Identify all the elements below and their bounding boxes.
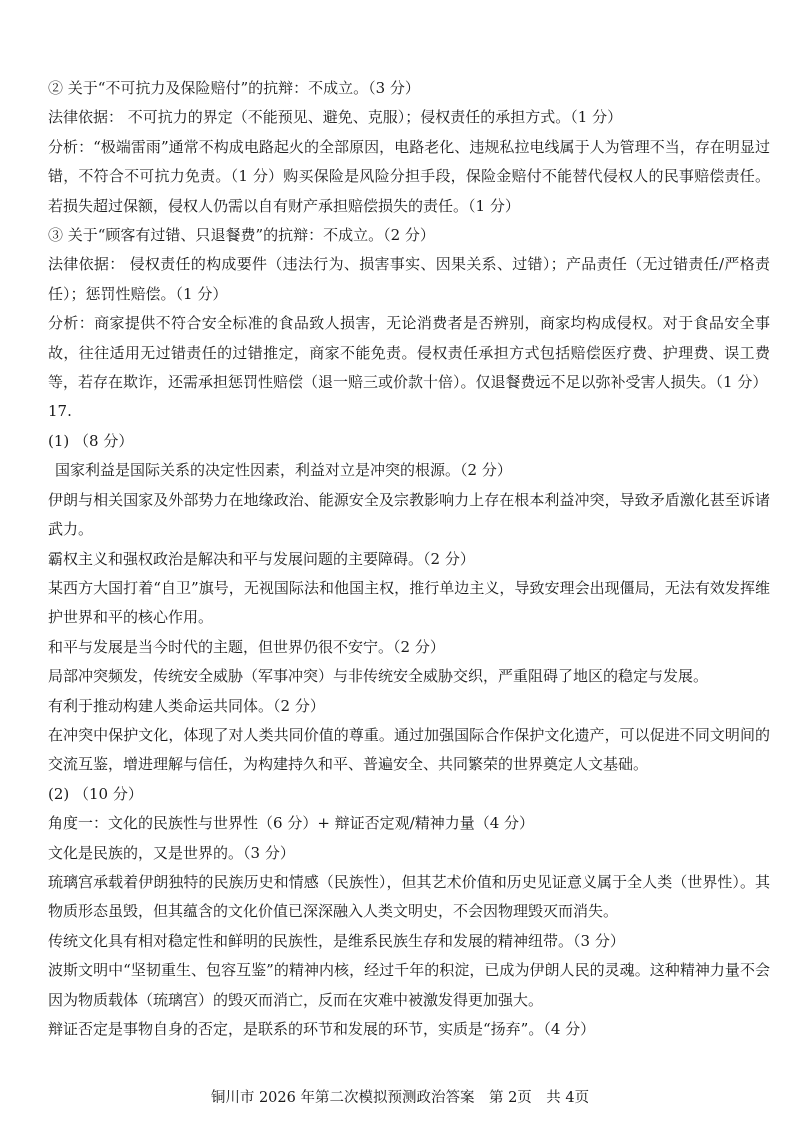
analysis-paragraph: 分析：商家提供不符合安全标准的食品致人损害，无论消费者是否辨别，商家均构成侵权。对于食品安全事故，往往适用无过错责任的过错推定，商家不能免责。侵权责任承担方式包括赔偿医疗费、护理费、误工费等，若存在欺诈，还需承担惩罚性赔偿（退一赔三或价款十倍）。仅退餐费远不足以弥补受害人损失。（1 分）	[48, 314, 770, 392]
answer-point: 霸权主义和强权政治是解决和平与发展问题的主要障碍。（2 分）	[48, 549, 475, 568]
answer-point: 有利于推动构建人类命运共同体。（2 分）	[48, 696, 325, 715]
analysis-paragraph: 分析：“极端雷雨”通常不构成电路起火的全部原因，电路老化、违规私拉电线属于人为管理不当，存在明显过错，不符合不可抗力免责。（1 分）购买保险是风险分担手段，保险金赔付不能替代侵权人的民事赔偿责任。若损失超过保额，侵权人仍需以自有财产承担赔偿损失的责任。（1 分）	[48, 137, 770, 215]
answer-explanation: 在冲突中保护文化，体现了对人类共同价值的尊重。通过加强国际合作保护文化遗产，可以促进不同文明间的交流互鉴，增进理解与信任，为构建持久和平、普遍安全、共同繁荣的世界奠定人文基础。	[48, 725, 770, 774]
sub-question-heading: (1) （8 分）	[48, 431, 134, 450]
answer-page-body	[48, 74, 770, 1044]
answer-explanation: 局部冲突频发，传统安全威胁（军事冲突）与非传统安全威胁交织，严重阻碍了地区的稳定与发展。	[48, 667, 709, 686]
answer-explanation: 琉璃宫承载着伊朗独特的民族历史和情感（民族性），但其艺术价值和历史见证意义属于全人类（世界性）。其物质形态虽毁，但其蕴含的文化价值已深深融入人类文明史，不会因物理毁灭而消失。	[48, 872, 770, 921]
legal-basis-line: 法律依据： 侵权责任的构成要件（违法行为、损害事实、因果关系、过错）；产品责任（无过错责任/严格责任）；惩罚性赔偿。（1 分）	[48, 255, 770, 303]
answer-item-3-heading: ③ 关于“顾客有过错、只退餐费”的抗辩：不成立。（2 分）	[48, 226, 435, 245]
answer-point: 文化是民族的，又是世界的。（3 分）	[48, 843, 295, 862]
legal-basis-line: 法律依据： 不可抗力的界定（不能预见、避免、克服）；侵权责任的承担方式。（1 分）	[48, 108, 623, 127]
page-footer: 铜川市 2026 年第二次模拟预测政治答案 第 2页 共 4页	[210, 1090, 590, 1106]
angle-heading: 角度一：文化的民族性与世界性（6 分）+ 辩证否定观/精神力量（4 分）	[48, 814, 535, 833]
answer-explanation: 某西方大国打着“自卫”旗号，无视国际法和他国主权，推行单边主义，导致安理会出现僵局，无法有效发挥维护世界和平的核心作用。	[48, 578, 770, 627]
answer-explanation: 伊朗与相关国家及外部势力在地缘政治、能源安全及宗教影响力上存在根本利益冲突，导致矛盾激化甚至诉诸武力。	[48, 490, 770, 539]
answer-point: 辩证否定是事物自身的否定，是联系的环节和发展的环节，实质是“扬弃”。（4 分）	[48, 1020, 596, 1038]
answer-explanation: 波斯文明中“坚韧重生、包容互鉴”的精神内核，经过千年的积淀，已成为伊朗人民的灵魂。这种精神力量不会因为物质载体（琉璃宫）的毁灭而消亡，反而在灾难中被激发得更加强大。	[48, 961, 770, 1009]
sub-question-heading: (2) （10 分）	[48, 784, 143, 803]
answer-item-2-heading: ② 关于“不可抗力及保险赔付”的抗辩：不成立。（3 分）	[48, 79, 420, 97]
answer-point: 国家利益是国际关系的决定性因素，利益对立是冲突的根源。（2 分）	[55, 461, 512, 480]
answer-point: 和平与发展是当今时代的主题，但世界仍很不安宁。（2 分）	[48, 637, 445, 656]
answer-point: 传统文化具有相对稳定性和鲜明的民族性，是维系民族生存和发展的精神纽带。（3 分）	[48, 931, 625, 950]
question-number: 17.	[48, 402, 72, 421]
